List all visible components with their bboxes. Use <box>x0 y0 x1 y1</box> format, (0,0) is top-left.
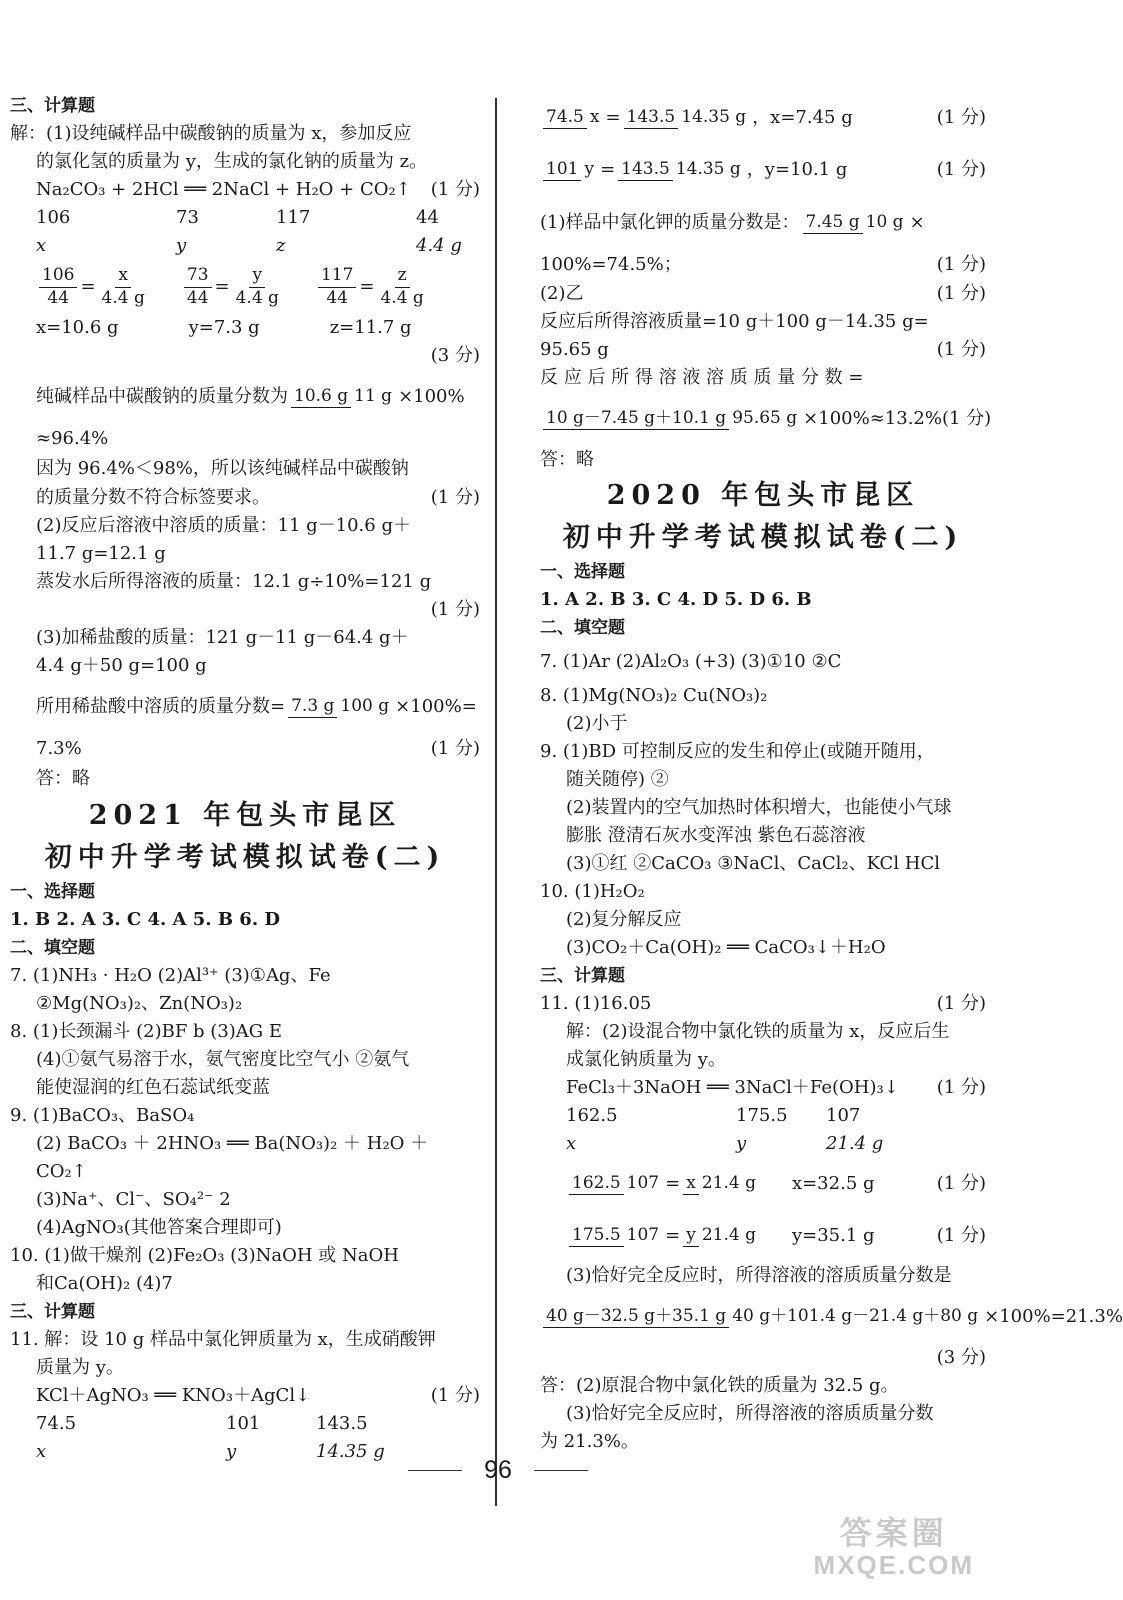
answer-line: 质量为 y。 <box>36 1357 124 1378</box>
section-heading: 三、计算题 <box>10 95 95 116</box>
section-heading: 一、选择题 <box>540 561 625 582</box>
problem-text: 解：(1)设纯碱样品中碳酸钠的质量为 x，参加反应 <box>10 123 412 144</box>
solution-value: y=35.1 g <box>791 1225 875 1246</box>
score-label: (1 分) <box>936 1077 986 1098</box>
score-label: (1 分) <box>430 738 480 759</box>
solution-value: z=11.7 g <box>329 317 412 338</box>
molar-mass: 143.5 <box>316 1413 368 1434</box>
footer-rule <box>408 1470 462 1472</box>
fraction: 40 g－32.5 g＋35.1 g 40 g＋101.4 g－21.4 g＋80 g <box>543 1307 981 1327</box>
score-label: (1 分) <box>936 159 986 180</box>
fraction: 74.5 x <box>543 108 602 128</box>
fraction: 175.5 107 <box>569 1226 662 1246</box>
answer-line: 7. (1)Ar (2)Al₂O₃ (+3) (3)①10 ②C <box>540 651 842 672</box>
answer-line: 11. 解：设 10 g 样品中氯化钾质量为 x，生成硝酸钾 <box>10 1329 436 1350</box>
solution-value: ，y=10.1 g <box>746 159 848 180</box>
exam-title: 2021 年包头市昆区 <box>88 799 402 831</box>
ratio-equation: $\frac{106}{44}$ = $\frac{x}{4.4 g}$ <box>36 266 151 308</box>
fraction: 10 g－7.45 g＋10.1 g 95.65 g <box>543 409 800 429</box>
score-label: (1 分) <box>936 993 986 1014</box>
answer-line: (2) BaCO₃ ＋ 2HNO₃ ══ Ba(NO₃)₂ ＋ H₂O ＋ <box>36 1133 429 1154</box>
section-heading: 一、选择题 <box>10 881 95 902</box>
answer: 答：(2)原混合物中氯化铁的质量为 32.5 g。 <box>540 1375 899 1396</box>
answer-line: (2)复分解反应 <box>566 909 682 930</box>
ratio-equation: $\frac{117}{44}$ = $\frac{z}{4.4 g}$ <box>315 266 430 308</box>
fraction: x 21.4 g <box>683 1174 759 1194</box>
page-number-footer <box>0 1456 996 1485</box>
calc-text: (2)反应后溶液中溶质的质量：11 g－10.6 g＋ <box>36 515 411 536</box>
left-column: 三、计算题 解：(1)设纯碱样品中碳酸钠的质量为 x，参加反应 的氯化氢的质量为 y，生成的氯化钠的质量为 z。 Na₂CO₃ + 2HCl ══ 2NaCl + H₂O + CO₂↑ (1 分) 106 73 117 44 x y z 4.4 g $\frac{106}{44}$ = $\frac{x}{4.4 g}$ $\frac{73}{44}$ = $\frac{y}{4.4 g}$ $\frac{117}{44}$ = $\frac{z}{4.4 g}$ x=10.6 g y=7.3 g z=11.7 g (3 分) 纯碱样品中碳酸钠的质量分数为 10.6 g 11 g ×100% ≈96.4% 因为 96.4%＜98%，所以该纯碱样品中碳酸钠 的质量分数不符合标签要求。 (1 分) (2)反应后溶液中溶质的质量：11 g－10.6 g＋ 11.7 g=12.1 g 蒸发水后所得溶液的质量：12.1 g÷10%=121 g (1 分) (3)加稀盐酸的质量：121 g－11 g－64.4 g＋ 4.4 g＋50 g=100 g 所用稀盐酸中溶质的质量分数= 7.3 g 100 g ×100%= 7.3% (1 分) 答：略 2021 年包头市昆区 初中升学考试模拟试卷(二) 一、选择题 1. B 2. A 3. C 4. A 5. B 6. D 二、填空题 7. (1)NH₃ · H₂O (2)Al³⁺ (3)①Ag、Fe ②Mg(NO₃)₂、Zn(NO₃)₂ 8. (1)长颈漏斗 (2)BF b (3)AG E (4)①氨气易溶于水，氨气密度比空气小 ②氨气 能使湿润的红色石蕊试纸变蓝 9. (1)BaCO₃、BaSO₄ (2) BaCO₃ ＋ 2HNO₃ ══ Ba(NO₃)₂ ＋ H₂O ＋ CO₂↑ (3)Na⁺、Cl⁻、SO₄²⁻ 2 (4)AgNO₃(其他答案合理即可) 10. (1)做干燥剂 (2)Fe₂O₃ (3)NaOH 或 NaOH 和Ca(OH)₂ (4)7 三、计算题 11. 解：设 10 g 样品中氯化钾质量为 x，生成硝酸钾 质量为 y。 KCl＋AgNO₃ ══ KNO₃＋AgCl↓ (1 分) 74.5 101 143.5 x y 14.35 g <box>10 92 480 1466</box>
score-label: (1 分) <box>936 1225 986 1246</box>
variable: x <box>36 1441 47 1462</box>
chemical-equation: KCl＋AgNO₃ ══ KNO₃＋AgCl↓ <box>36 1385 311 1406</box>
exam-subtitle: 初中升学考试模拟试卷(二) <box>44 841 446 873</box>
page-number: 96 <box>484 1456 512 1484</box>
molar-mass: 74.5 <box>36 1413 77 1434</box>
answer-line: 10. (1)H₂O₂ <box>540 881 645 902</box>
answer-line: 9. (1)BD 可控制反应的发生和停止(或随开随用， <box>540 741 935 762</box>
answer-line: 7. (1)NH₃ · H₂O (2)Al³⁺ (3)①Ag、Fe <box>10 965 331 986</box>
answer-line: 能使湿润的红色石蕊试纸变蓝 <box>36 1077 270 1098</box>
chemical-equation: Na₂CO₃ + 2HCl ══ 2NaCl + H₂O + CO₂↑ <box>36 179 411 200</box>
molar-mass: 117 <box>276 207 311 228</box>
exam-subtitle: 初中升学考试模拟试卷(二) <box>562 521 964 553</box>
mc-answers: 1. B 2. A 3. C 4. A 5. B 6. D <box>10 909 280 930</box>
mc-answers: 1. A 2. B 3. C 4. D 5. D 6. B <box>540 589 812 610</box>
answer-line: (2)乙 <box>540 283 584 304</box>
calc-text: 的质量分数不符合标签要求。 <box>36 487 270 508</box>
fraction: y 21.4 g <box>683 1226 759 1246</box>
molar-mass: 101 <box>226 1413 261 1434</box>
score-label: (1 分) <box>936 283 986 304</box>
answer-line: 膨胀 澄清石灰水变浑浊 紫色石蕊溶液 <box>566 825 866 846</box>
chemical-equation: FeCl₃＋3NaOH ══ 3NaCl＋Fe(OH)₃↓ <box>566 1077 899 1098</box>
answer-line: 8. (1)长颈漏斗 (2)BF b (3)AG E <box>10 1021 283 1042</box>
result-value: ≈96.4% <box>36 428 109 449</box>
fraction: 10.6 g 11 g <box>291 387 395 407</box>
calc-text: (3)加稀盐酸的质量：121 g－11 g－64.4 g＋ <box>36 627 409 648</box>
molar-mass: 107 <box>826 1105 861 1126</box>
score-label: (1 分) <box>941 408 992 429</box>
variable: z <box>276 235 286 256</box>
solution-value: x=10.6 g <box>36 317 119 338</box>
fraction: 7.3 g 100 g <box>288 697 392 717</box>
answer-line: 随关随停) ② <box>566 769 669 790</box>
molar-mass: 175.5 <box>736 1105 788 1126</box>
molar-mass: 73 <box>176 207 199 228</box>
score-label: (1 分) <box>430 1385 480 1406</box>
molar-mass: 106 <box>36 207 71 228</box>
answer-line: 11. (1)16.05 <box>540 993 652 1014</box>
score-label: (1 分) <box>430 179 480 200</box>
answer-line: (4)AgNO₃(其他答案合理即可) <box>36 1217 282 1238</box>
score-label: (1 分) <box>430 487 480 508</box>
answer-line: 成氯化钠质量为 y。 <box>566 1049 726 1070</box>
answer: 答：略 <box>540 449 594 470</box>
answer-line: (4)①氨气易溶于水，氨气密度比空气小 ②氨气 <box>36 1049 410 1070</box>
variable: y <box>226 1441 237 1462</box>
calc-text: 11.7 g=12.1 g <box>36 543 166 564</box>
fraction: 162.5 107 <box>569 1174 662 1194</box>
answer-line: 10. (1)做干燥剂 (2)Fe₂O₃ (3)NaOH 或 NaOH <box>10 1245 399 1266</box>
answer-line: (2)装置内的空气加热时体积增大，也能使小气球 <box>566 797 952 818</box>
footer-rule <box>534 1470 588 1472</box>
answer: (3)恰好完全反应时，所得溶液的溶质质量分数 <box>566 1403 934 1424</box>
solution-value: y=7.3 g <box>188 317 260 338</box>
section-heading: 三、计算题 <box>540 965 625 986</box>
section-heading: 二、填空题 <box>540 617 625 638</box>
variable: x <box>566 1133 577 1154</box>
variable: y <box>736 1133 747 1154</box>
molar-mass: 44 <box>416 207 439 228</box>
solution-value: ，x=7.45 g <box>752 107 853 128</box>
answer-line: (3)①红 ②CaCO₃ ③NaCl、CaCl₂、KCl HCl <box>566 853 941 874</box>
variable: 4.4 g <box>416 235 462 256</box>
calc-text: 95.65 g <box>540 339 609 360</box>
calc-text: 4.4 g＋50 g=100 g <box>36 655 207 676</box>
variable: y <box>176 235 187 256</box>
calc-text: 因为 96.4%＜98%，所以该纯碱样品中碳酸钠 <box>36 458 409 479</box>
calc-text: 所用稀盐酸中溶质的质量分数= <box>36 696 286 717</box>
fraction: 101 y <box>543 160 597 180</box>
fraction: 7.45 g 10 g <box>803 213 907 233</box>
score-label: (3 分) <box>430 345 480 366</box>
calc-text: 反应后所得溶液质量=10 g＋100 g－14.35 g= <box>540 311 929 332</box>
variable: 14.35 g <box>316 1441 385 1462</box>
calc-text: 反 应 后 所 得 溶 液 溶 质 质 量 分 数 = <box>540 367 864 388</box>
answer-line: 8. (1)Mg(NO₃)₂ Cu(NO₃)₂ <box>540 685 768 706</box>
answer-line: (2)小于 <box>566 713 628 734</box>
answer-line: (3)CO₂＋Ca(OH)₂ ══ CaCO₃↓＋H₂O <box>566 937 886 958</box>
score-label: (1 分) <box>430 599 480 620</box>
score-label: (3 分) <box>936 1347 986 1368</box>
result-value: 7.3% <box>36 738 82 759</box>
score-label: (1 分) <box>936 254 986 275</box>
answer: 为 21.3%。 <box>540 1431 639 1452</box>
section-heading: 二、填空题 <box>10 937 95 958</box>
score-label: (1 分) <box>936 1173 986 1194</box>
molar-mass: 162.5 <box>566 1105 618 1126</box>
problem-text: 的氯化氢的质量为 y，生成的氯化钠的质量为 z。 <box>36 151 428 172</box>
answer-line: (3)Na⁺、Cl⁻、SO₄²⁻ 2 <box>36 1189 231 1210</box>
watermark-logo: 答案圈 MXQE.COM <box>813 1515 974 1581</box>
variable: x <box>36 235 47 256</box>
answer-line: ②Mg(NO₃)₂、Zn(NO₃)₂ <box>36 993 243 1014</box>
answer-line: 9. (1)BaCO₃、BaSO₄ <box>10 1105 195 1126</box>
ratio-equation: $\frac{73}{44}$ = $\frac{y}{4.4 g}$ <box>181 266 285 308</box>
solution-value: x=32.5 g <box>791 1173 875 1194</box>
calc-text: 蒸发水后所得溶液的质量：12.1 g÷10%=121 g <box>36 571 432 592</box>
calc-text: (1)样品中氯化钾的质量分数是： <box>540 212 800 233</box>
right-column: 74.5 x = 143.5 14.35 g ，x=7.45 g (1 分) 101 y = 143.5 14.35 g ，y=10.1 g (1 分) (1)样品中氯化钾的质量分数是： 7.45 g 10 g × 100%=74.5%； (1 分) (2)乙 (1 分) 反应后所得溶液质量=10 g＋100 g－14.35 g= 95.65 g (1 分) 反 应 后 所 得 溶 液 溶 质 质 量 分 数 = 10 g－7.45 g＋10.1 g 95.65 g ×100%≈13.2% (1 分) 答：略 2020 年包头市昆区 初中升学考试模拟试卷(二) 一、选择题 1. A 2. B 3. C 4. D 5. D 6. B 二、填空题 7. (1)Ar (2)Al₂O₃ (+3) (3)①10 ②C 8. (1)Mg(NO₃)₂ Cu(NO₃)₂ (2)小于 9. (1)BD 可控制反应的发生和停止(或随开随用， 随关随停) ② (2)装置内的空气加热时体积增大，也能使小气球 膨胀 澄清石灰水变浑浊 紫色石蕊溶液 (3)①红 ②CaCO₃ ③NaCl、CaCl₂、KCl HCl 10. (1)H₂O₂ (2)复分解反应 (3)CO₂＋Ca(OH)₂ ══ CaCO₃↓＋H₂O 三、计算题 11. (1)16.05 (1 分) 解：(2)设混合物中氯化铁的质量为 x，反应后生 成氯化钠质量为 y。 FeCl₃＋3NaOH ══ 3NaCl＋Fe(OH)₃↓ (1 分) 162.5 175.5 107 x y 21.4 g 162.5 107 = x 21.4 g x=32.5 g (1 分) 175.5 107 = y 21.4 g y=35.1 g (1 分) (3)恰好完全反应时，所得溶液的溶质质量分数是 40 g－32.5 g＋35.1 g 40 g＋101.4 g－21.4 g＋80 g ×100%=21.3% (3 分) 答：(2)原混合物中氯化铁的质量为 32.5 g。 (3)恰好完全反应时，所得溶液的溶质质量分数 为 21.3%。 <box>540 92 986 1456</box>
calc-text: (3)恰好完全反应时，所得溶液的溶质质量分数是 <box>566 1265 952 1286</box>
fraction: 143.5 14.35 g <box>618 160 744 180</box>
section-heading: 三、计算题 <box>10 1301 95 1322</box>
answer-line: 和Ca(OH)₂ (4)7 <box>36 1273 173 1294</box>
result-value: 100%=74.5%； <box>540 254 682 275</box>
calc-text: 纯碱样品中碳酸钠的质量分数为 <box>36 386 288 407</box>
fraction: 143.5 14.35 g <box>624 108 750 128</box>
answer-line: 解：(2)设混合物中氯化铁的质量为 x，反应后生 <box>566 1021 950 1042</box>
score-label: (1 分) <box>936 339 986 360</box>
score-label: (1 分) <box>936 107 986 128</box>
exam-title: 2020 年包头市昆区 <box>606 479 920 511</box>
column-divider <box>495 98 497 1506</box>
answer: 答：略 <box>36 768 90 789</box>
answer-line: CO₂↑ <box>36 1161 87 1182</box>
variable: 21.4 g <box>826 1133 884 1154</box>
